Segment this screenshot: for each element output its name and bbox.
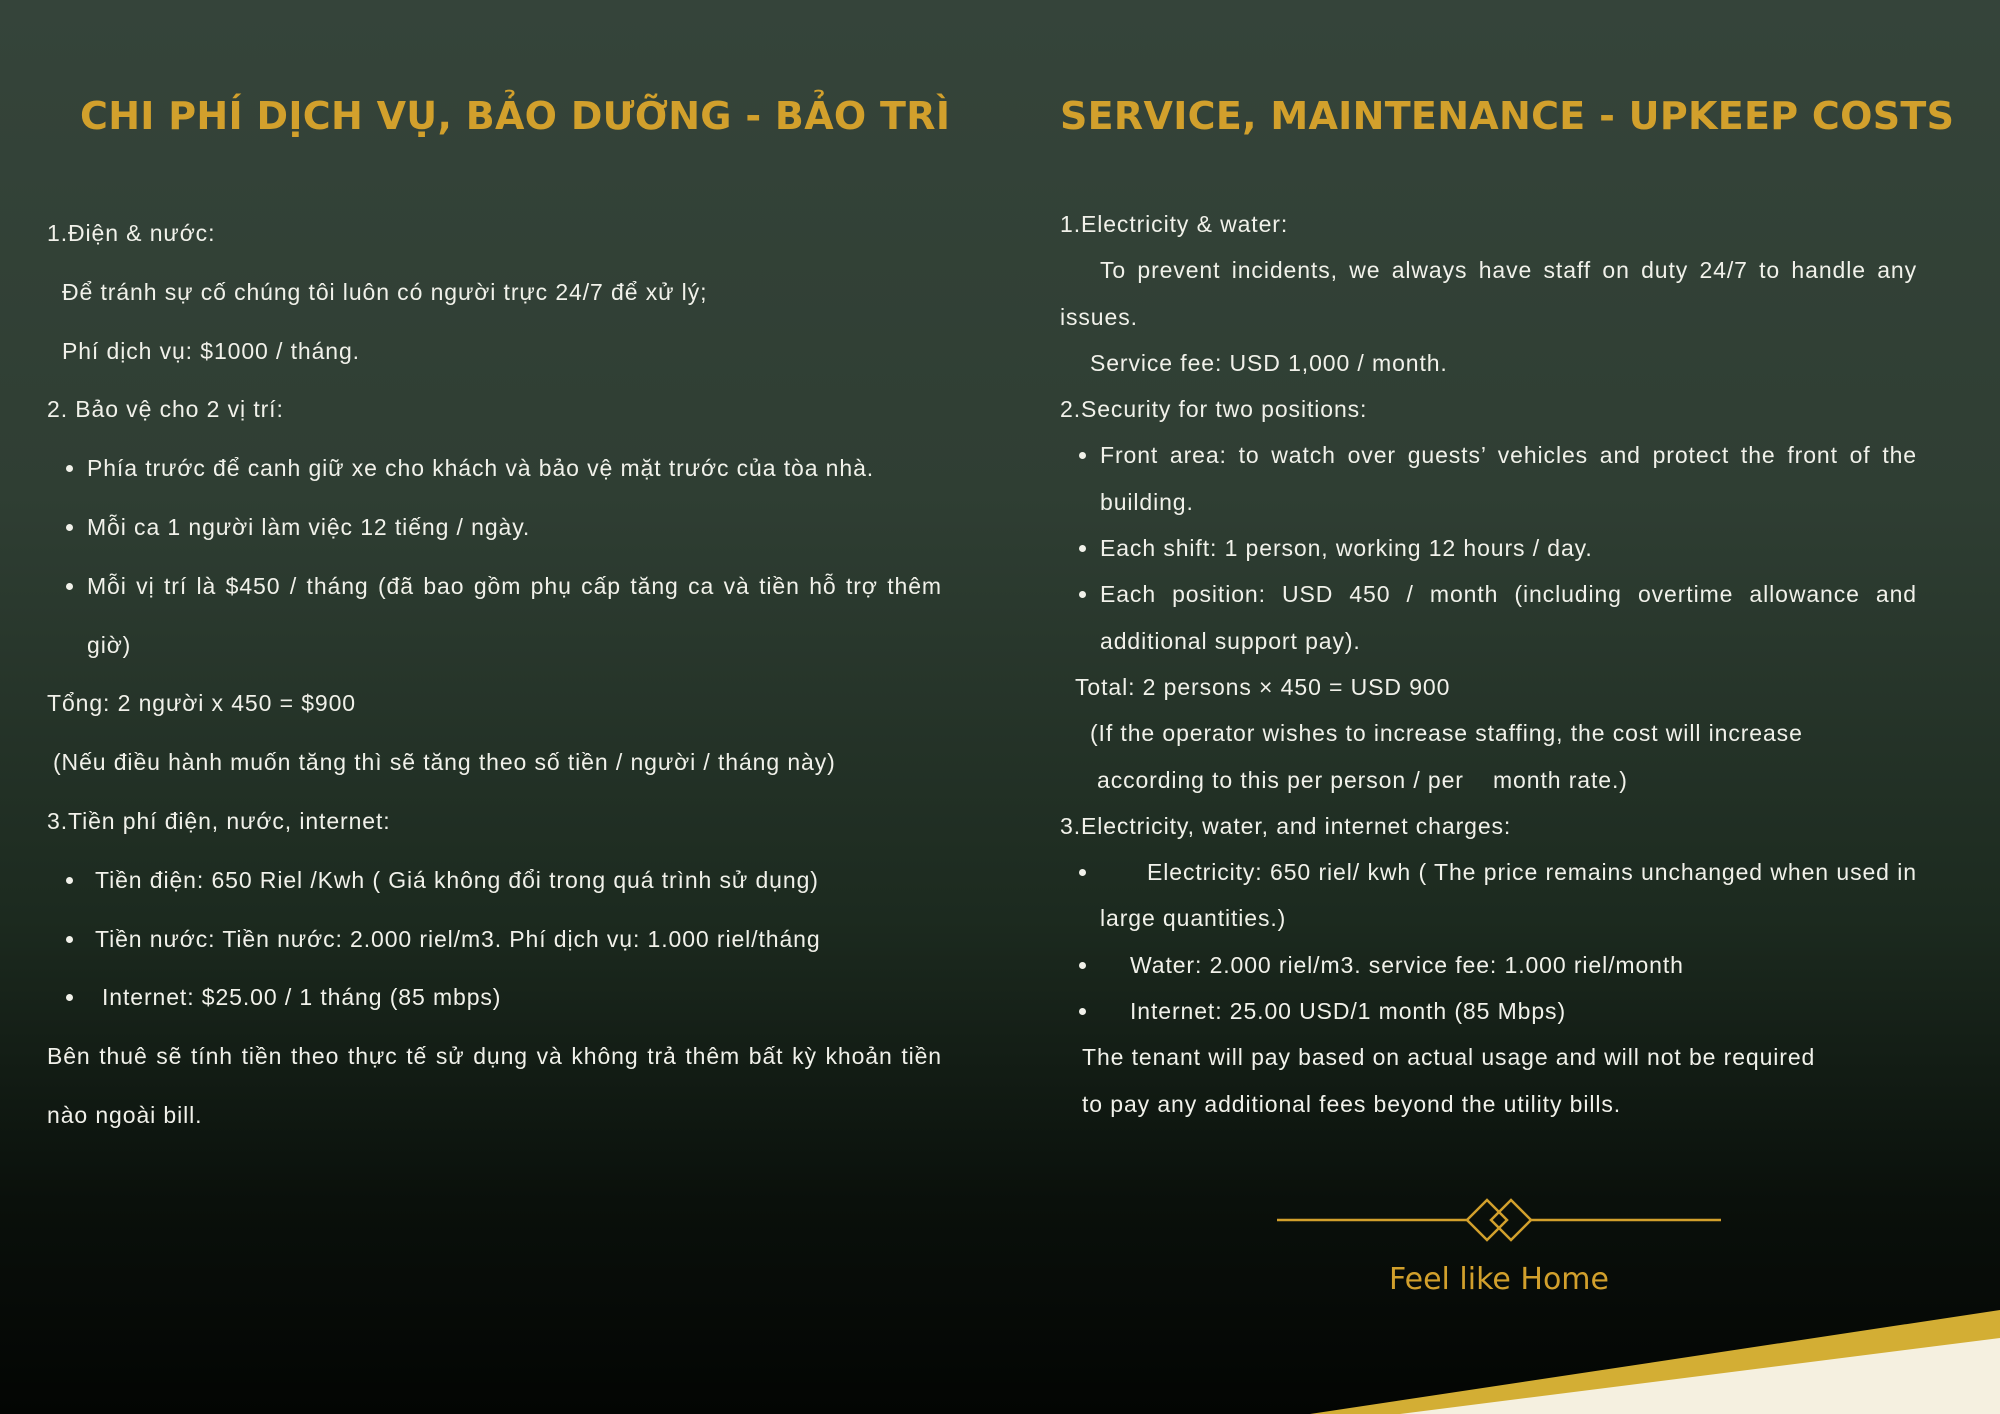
security-total: Tổng: 2 người x 450 = $900 xyxy=(47,690,356,717)
list-item: • Each shift: 1 person, working 12 hours / day. xyxy=(1100,525,1917,571)
english-title: SERVICE, MAINTENANCE - UPKEEP COSTS xyxy=(1060,94,1955,138)
list-item: • Water: 2.000 riel/m3. service fee: 1.000 riel/month xyxy=(1100,942,1917,988)
list-item: • Each position: USD 450 / month (including overtime allowance and additional support pay). xyxy=(1100,571,1917,664)
list-item: • Electricity: 650 riel/ kwh ( The price remains unchanged when used in large quantities.) xyxy=(1100,849,1917,942)
closing-text: Bên thuê sẽ tính tiền theo thực tế sử dụng và không trả thêm bất kỳ khoản tiền nào ngoài bill. xyxy=(47,1043,942,1128)
vietnamese-body xyxy=(47,204,942,1145)
service-fee-text: Phí dịch vụ: $1000 / tháng. xyxy=(62,337,360,364)
section-heading-electricity-water: 1.Electricity & water: xyxy=(1060,211,1289,237)
service-fee-text: Service fee: USD 1,000 / month. xyxy=(1090,349,1448,376)
list-item: • Tiền nước: Tiền nước: 2.000 riel/m3. Phí dịch vụ: 1.000 riel/tháng xyxy=(87,910,942,969)
security-note-line-2: according to this per person / per month rate.) xyxy=(1097,766,1628,793)
closing-text-line-2: to pay any additional fees beyond the utility bills. xyxy=(1082,1090,1622,1117)
staff-duty-text: To prevent incidents, we always have staff on duty 24/7 to handle any issues. xyxy=(1060,257,1917,330)
security-note-line-1: (If the operator wishes to increase staffing, the cost will increase xyxy=(1090,720,1803,747)
list-item: • Mỗi vị trí là $450 / tháng (đã bao gồm phụ cấp tăng ca và tiền hỗ trợ thêm giờ) xyxy=(87,557,942,675)
staff-duty-text: Để tránh sự cố chúng tôi luôn có người trực 24/7 để xử lý; xyxy=(62,278,708,305)
closing-text-line-1: The tenant will pay based on actual usage and will not be required xyxy=(1082,1044,1816,1071)
section-heading-utilities: 3.Tiền phí điện, nước, internet: xyxy=(47,807,391,834)
utilities-list xyxy=(1060,849,1917,1034)
english-body xyxy=(1060,201,1917,1127)
security-total: Total: 2 persons × 450 = USD 900 xyxy=(1075,673,1451,700)
list-item: • Internet: $25.00 / 1 tháng (85 mbps) xyxy=(87,968,942,1027)
diamond-divider-icon xyxy=(1277,1195,1721,1245)
security-list xyxy=(47,439,942,674)
list-item: • Front area: to watch over guests’ vehicles and protect the front of the building. xyxy=(1100,432,1917,525)
section-heading-security: 2. Bảo vệ cho 2 vị trí: xyxy=(47,396,284,423)
list-item: • Tiền điện: 650 Riel /Kwh ( Giá không đổi trong quá trình sử dụng) xyxy=(87,851,942,910)
list-item: • Phía trước để canh giữ xe cho khách và bảo vệ mặt trước của tòa nhà. xyxy=(87,439,942,498)
section-heading-electricity-water: 1.Điện & nước: xyxy=(47,220,216,246)
security-note: (Nếu điều hành muốn tăng thì sẽ tăng theo số tiền / người / tháng này) xyxy=(53,749,836,776)
utilities-list xyxy=(47,851,942,1027)
vietnamese-title: CHI PHÍ DỊCH VỤ, BẢO DƯỠNG - BẢO TRÌ xyxy=(80,94,951,138)
security-list xyxy=(1060,432,1917,663)
section-heading-utilities: 3.Electricity, water, and internet charges: xyxy=(1060,812,1512,839)
list-item: • Mỗi ca 1 người làm việc 12 tiếng / ngày. xyxy=(87,498,942,557)
section-heading-security: 2.Security for two positions: xyxy=(1060,396,1368,423)
list-item: • Internet: 25.00 USD/1 month (85 Mbps) xyxy=(1100,988,1917,1034)
tagline: Feel like Home xyxy=(1389,1262,1609,1297)
